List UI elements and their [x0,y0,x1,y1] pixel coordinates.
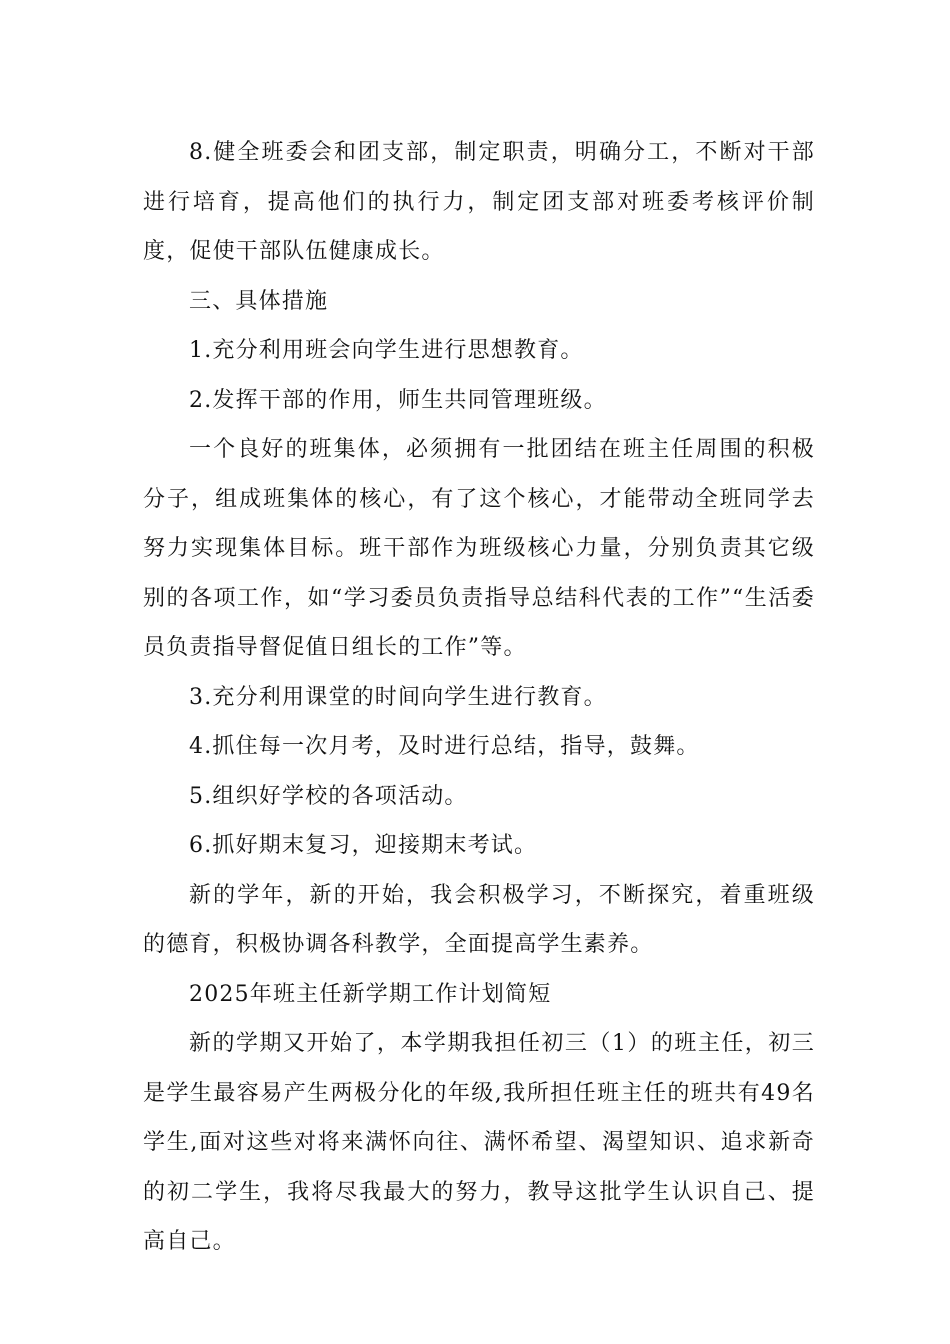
section-heading-measures: 三、具体措施 [189,288,329,314]
paragraph-new-year: 新的学年，新的开始，我会积极学习，不断探究，着重班级的德育，积极协调各科教学，全面提高学生素养。 [143,882,815,957]
document-subtitle: 2025年班主任新学期工作计划简短 [189,981,552,1007]
paragraph-new-semester: 新的学期又开始了，本学期我担任初三（1）的班主任，初三是学生最容易产生两极分化的年级,我所担任班主任的班共有49名学生,面对这些对将来满怀向往、满怀希望、渴望知识、追求新奇的初二学生，我将尽我最大的努力，教导这批学生认识自己、提高自己。 [143,1031,815,1254]
paragraph-measure-1: 1.充分利用班会向学生进行思想教育。 [189,338,584,363]
paragraph-measure-4: 4.抓住每一次月考，及时进行总结，指导，鼓舞。 [189,734,700,759]
paragraph-measure-2: 2.发挥干部的作用，师生共同管理班级。 [189,387,607,413]
paragraph-class-collective: 一个良好的班集体，必须拥有一批团结在班主任周围的积极分子，组成班集体的核心，有了这个核心，才能带动全班同学去努力实现集体目标。班干部作为班级核心力量，分别负责其它级别的各项工作，如“学习委员负责指导总结科代表的工作”“生活委员负责指导督促值日组长的工作”等。 [143,437,815,660]
paragraph-measure-3: 3.充分利用课堂的时间向学生进行教育。 [189,684,607,710]
paragraph-cadre-item-8: 8.健全班委会和团支部，制定职责，明确分工，不断对干部进行培育，提高他们的执行力，制定团支部对班委考核评价制度，促使干部队伍健康成长。 [143,140,815,264]
paragraph-measure-6: 6.抓好期末复习，迎接期末考试。 [189,833,538,858]
paragraph-measure-5: 5.组织好学校的各项活动。 [189,783,468,809]
document-body [143,128,815,1267]
